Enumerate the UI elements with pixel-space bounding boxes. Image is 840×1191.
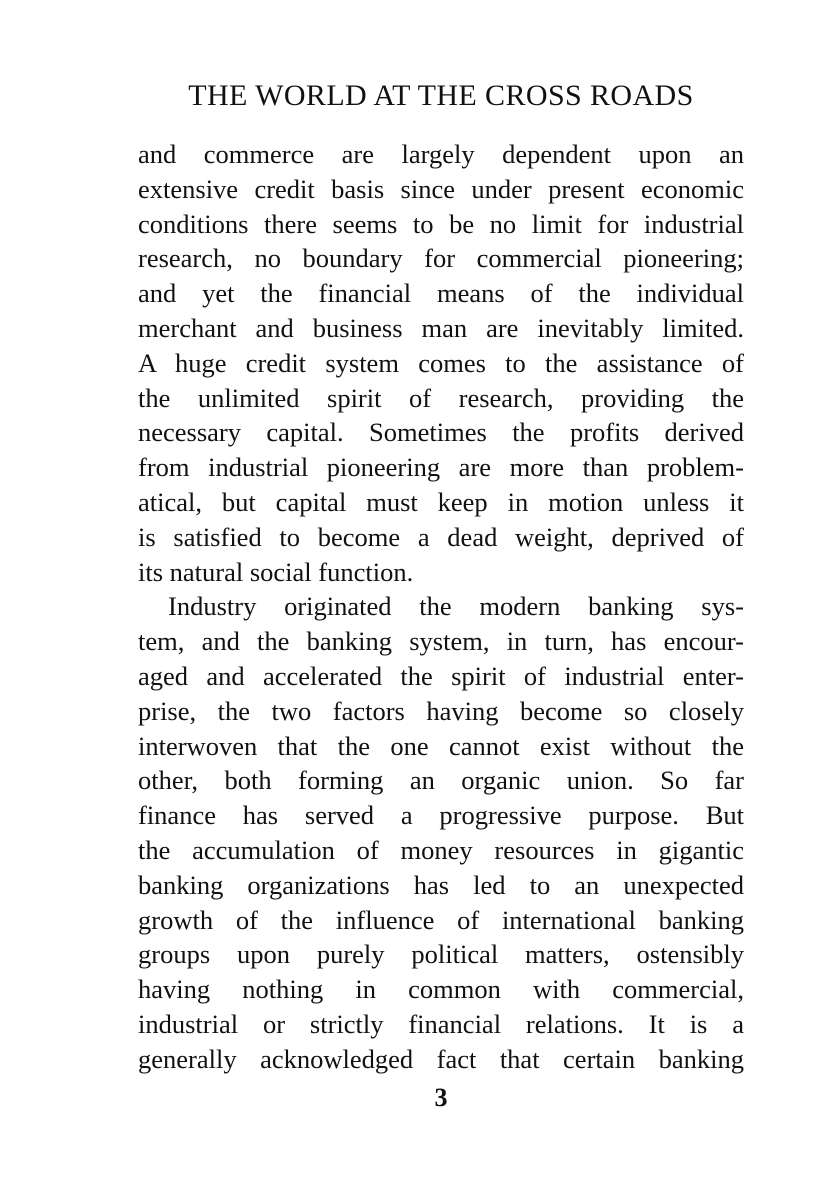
text-line: having nothing in common with commercial, [138, 974, 744, 1005]
text-line: generally acknowledged fact that certain banking [138, 1043, 744, 1074]
text-line: growth of the influence of international banking [138, 904, 744, 935]
text-line: industrial or strictly financial relations. It is a [138, 1008, 744, 1039]
running-head: THE WORLD AT THE CROSS ROADS [188, 79, 694, 112]
text-line: aged and accelerated the spirit of industrial enter- [138, 660, 744, 691]
text-line: groups upon purely political matters, ostensibly [138, 939, 744, 970]
paragraph-2 [138, 589, 744, 1076]
paragraph-1 [138, 137, 744, 589]
text-line: prise, the two factors having become so closely [138, 695, 744, 726]
text-line: banking organizations has led to an unexpected [138, 869, 744, 900]
page-number: 3 [434, 1083, 448, 1112]
text-line: Industry originated the modern banking sys- [168, 591, 744, 622]
text-line: its natural social function. [138, 556, 414, 587]
text-line: A huge credit system comes to the assistance of [138, 347, 744, 378]
text-line: interwoven that the one cannot exist without the [138, 730, 744, 761]
text-line: and yet the financial means of the individual [138, 278, 744, 309]
text-line: conditions there seems to be no limit for industrial [138, 208, 744, 239]
text-line: atical, but capital must keep in motion unless it [138, 486, 744, 517]
text-line: merchant and business man are inevitably limited. [138, 312, 744, 343]
body-text [138, 137, 744, 1077]
text-line: is satisfied to become a dead weight, deprived of [138, 521, 744, 552]
text-line: the accumulation of money resources in gigantic [138, 834, 744, 865]
text-line: other, both forming an organic union. So far [138, 765, 744, 796]
text-line: tem, and the banking system, in turn, has encour- [138, 626, 744, 657]
text-line: research, no boundary for commercial pioneering; [138, 243, 744, 274]
text-line: and commerce are largely dependent upon an [138, 139, 744, 169]
text-line: extensive credit basis since under present economic [138, 173, 744, 204]
text-line: finance has served a progressive purpose. But [138, 800, 744, 831]
text-line: from industrial pioneering are more than problem- [138, 452, 744, 483]
text-line: the unlimited spirit of research, providing the [138, 382, 744, 413]
text-line: necessary capital. Sometimes the profits derived [138, 417, 744, 448]
